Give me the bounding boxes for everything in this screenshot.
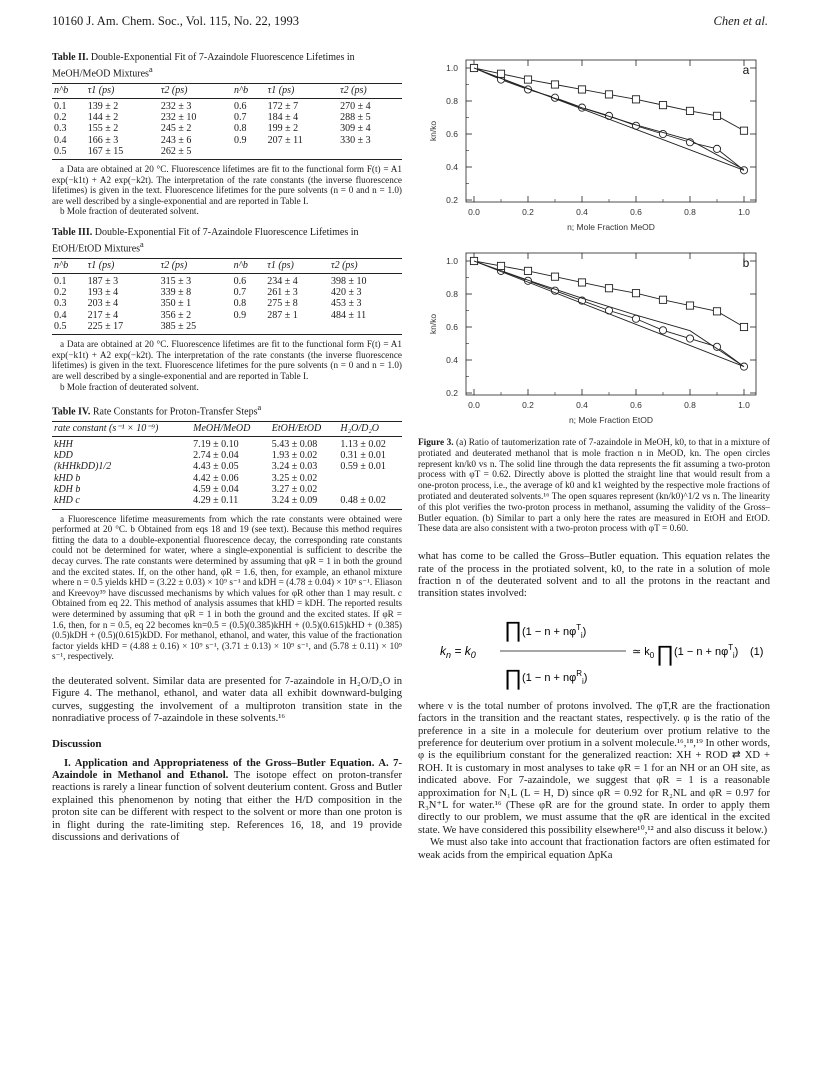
table2-header-1: τ1 (ps) <box>86 84 159 98</box>
data-point-circle <box>659 327 666 334</box>
panel-label: a <box>742 63 750 77</box>
table-cell: 0.8 <box>233 123 247 135</box>
author-running-head: Chen et al. <box>713 14 768 28</box>
y-tick-label: 0.2 <box>446 388 458 398</box>
table-row <box>52 98 402 112</box>
data-point-square <box>605 285 612 292</box>
chart-panel-b <box>418 245 770 427</box>
table-cell: 187 ± 3 <box>87 275 119 287</box>
x-tick-label: 0.0 <box>468 207 480 217</box>
figure3-caption: Figure 3. (a) Ratio of tautomerization rate of 7-azaindole in MeOH, k0, to that in a mixture of protiated and deuterated methanol that is mole fraction n in MeOD, kn. The open circles represent kn/k0 vs n. The solid line through the data represents the fit assuming a two-proton process with φT = 0.62. Directly above is plotted the straight line that would result from a one-proton process, i.e., the average of k0 and k1 weighted by the respective mole fractions of protiated and deuterated solvents.¹⁶ The open squares represent (kn/k0)^1/2 vs n. The linearity of this plot verifies the two-proton process in methanol, assuming the validity of the Gross–Butler equation. (b) Similar to part a only here the rates are measured in EtOH and EtOD. These data are also consistent with a two-proton process with φT = 0.60. <box>418 438 770 535</box>
table-cell <box>265 321 329 335</box>
figure3-panel-b <box>418 245 770 432</box>
data-point-square <box>632 96 639 103</box>
x-tick-label: 0.6 <box>630 207 642 217</box>
table-row <box>52 287 402 298</box>
table-cell: 0.4 <box>54 134 67 146</box>
table-cell: 3.24 ± 0.09 <box>270 495 339 509</box>
table3-footnotes <box>52 339 402 392</box>
table-cell: 0.2 <box>54 287 67 298</box>
table-cell: 288 ± 5 <box>340 111 371 123</box>
table-cell: 261 ± 3 <box>267 287 298 298</box>
table-cell <box>338 473 402 484</box>
x-tick-label: 0.8 <box>684 207 696 217</box>
table-cell: 166 ± 3 <box>87 134 119 146</box>
table2-footnote-b: b Mole fraction of deuterated solvent. <box>60 206 199 217</box>
chart-panel-a <box>418 52 770 234</box>
x-tick-label: 0.2 <box>522 207 534 217</box>
table3-header-4: τ1 (ps) <box>265 259 329 273</box>
data-point-circle <box>686 335 693 342</box>
eq-product-den: ∏ <box>504 664 523 690</box>
right-body-paragraph-1: what has come to be called the Gross–Butler equation. This equation relates the rate of the process in the protiated solvent, k0, to the rate in a solution of mole fraction n of the deuterated solvent and to all the protons in the reactant and transition states involved: <box>418 551 770 600</box>
table-cell: 0.9 <box>233 309 247 321</box>
table-cell: 193 ± 4 <box>87 287 119 298</box>
data-point-square <box>497 262 504 269</box>
svg-text:(1 − n + nφTi): $(1 - n + n\varphi^T_i)$ <box>522 622 587 640</box>
data-point-square <box>740 323 747 330</box>
table-cell: 155 ± 2 <box>87 123 119 135</box>
table-cell: kHD c <box>52 495 191 509</box>
panel-label: b <box>742 256 750 270</box>
table-cell: (kHHkDD)1/2 <box>54 461 112 473</box>
data-point-square <box>659 296 666 303</box>
table-row <box>52 436 402 450</box>
y-tick-label: 1.0 <box>446 256 458 266</box>
table-cell: 0.31 ± 0.01 <box>340 450 386 462</box>
table-row <box>52 298 402 309</box>
table2-footnotes <box>52 164 402 217</box>
table4-header-0: rate constant (s⁻¹ × 10⁻⁹) <box>52 422 191 436</box>
table-row <box>52 484 402 495</box>
table-cell: 245 ± 2 <box>160 123 192 135</box>
table-cell: 167 ± 15 <box>86 146 159 160</box>
x-tick-label: 0.4 <box>576 400 588 410</box>
table2 <box>52 83 402 160</box>
y-tick-label: 0.6 <box>446 322 458 332</box>
table-row <box>52 321 402 335</box>
table-cell: 0.3 <box>54 123 67 135</box>
table-cell: 398 ± 10 <box>330 275 367 287</box>
table-cell: 243 ± 6 <box>160 134 192 146</box>
table-cell: 453 ± 3 <box>330 298 362 310</box>
table-cell: 0.2 <box>54 111 67 123</box>
table-cell: 139 ± 2 <box>87 100 119 112</box>
table2-footnote-a: a Data are obtained at 20 °C. Fluorescence lifetimes are fit to the functional form F(t) = A1 exp(−k1t) + A2 exp(−k2t). The interpretation of the rate constants (the inverse fluorescence lifetimes) is given in the text. Fluorescence lifetimes for the pure solvents (n = 0 and n = 1.0) are well described by a single-exponential and are reported in Table I. <box>52 164 402 206</box>
y-tick-label: 0.4 <box>446 355 458 365</box>
left-column <box>52 52 402 844</box>
table-cell: 1.13 ± 0.02 <box>340 438 386 450</box>
data-point-circle <box>713 145 720 152</box>
table-cell: kHH <box>54 438 73 450</box>
table-cell: 385 ± 25 <box>159 321 232 335</box>
x-axis-label: n; Mole Fraction MeOD <box>567 222 655 232</box>
table-cell: 203 ± 4 <box>87 298 119 310</box>
table-cell: 0.1 <box>54 275 67 287</box>
table-cell: 275 ± 8 <box>267 298 298 310</box>
data-point-circle <box>740 363 747 370</box>
table-cell: 225 ± 17 <box>86 321 159 335</box>
x-tick-label: 0.2 <box>522 400 534 410</box>
table-cell: 270 ± 4 <box>340 100 371 112</box>
subsection-title: I. Application and Appropriateness of the Gross–Butler Equation. A. 7-Azaindole in Methanol and Ethanol. <box>52 757 402 781</box>
left-body-paragraph: the deuterated solvent. Similar data are presented for 7-azaindole in H₂O/D₂O in Figure 4. The methanol, ethanol, and water data all exhibit downward-bulging curves, suggesting the involvement of a multiproton transition state in the nonradiative process of 7-azaindole in these solvents.¹⁶ <box>52 675 402 725</box>
table-cell: 7.19 ± 0.10 <box>193 438 239 450</box>
table3-footnote-a: a Data are obtained at 20 °C. Fluorescence lifetimes are fit to the functional form F(t) = A1 exp(−k1t) + A2 exp(−k2t). The interpretation of the rate constants (the inverse fluorescence lifetimes) is given in the text. Fluorescence lifetimes for the pure solvents (n = 0 and n = 1.0) are well described by a single-exponential and are reported in Table I. <box>52 339 402 381</box>
y-tick-label: 1.0 <box>446 63 458 73</box>
gross-butler-equation <box>418 605 770 697</box>
table-cell: 339 ± 8 <box>160 287 192 298</box>
data-point-square <box>605 91 612 98</box>
table-cell: kDH b <box>54 483 81 495</box>
data-point-square <box>713 112 720 119</box>
x-axis-label: n; Mole Fraction EtOD <box>568 415 654 425</box>
table-cell: 0.1 <box>54 100 67 112</box>
table-cell: 1.93 ± 0.02 <box>271 450 318 462</box>
table-cell: kHD b <box>54 472 81 484</box>
table-cell: 330 ± 3 <box>340 134 371 146</box>
data-point-square <box>524 267 531 274</box>
eq-product-num: ∏ <box>504 616 523 642</box>
table-cell: 232 ± 3 <box>160 100 192 112</box>
equation-number: (1) <box>750 645 764 658</box>
y-tick-label: 0.4 <box>446 162 458 172</box>
table-cell: 0.48 ± 0.02 <box>338 495 402 509</box>
right-body-paragraph-2: where ν is the total number of protons involved. The φT,R are the fractionation factors in the transition and the reactant states, respectively. φ is the ratio of the preference in a site in a molecule for deuterium over protium relative to the preference for deuterium over protium in a solvent molecule.¹⁶,¹⁸,¹⁹ In other words, φ is the equilibrium constant for the generalized reaction: XH + ROD ⇄ XD + ROH. It is customary in most analyses to take φR = 1 for an NH or an OH site, as indicated above. For 7-azaindole, we suggest that φR = 1 is a reasonable approximation for N₁L (L = H, D) since φR = 0.92 for R₂NL and φR = 0.97 for R₃N⁺L for water.¹⁶ (These φR are for the ground state. In order to apply them directly to our problem, we must assume that the φR are identical in the excited state. We have considered this possibility elsewhere¹⁰,¹² and also discuss it below.) <box>418 700 770 836</box>
table-cell: 4.29 ± 0.11 <box>191 495 270 509</box>
table-cell: 207 ± 11 <box>267 134 303 146</box>
table2-header-5: τ2 (ps) <box>338 84 402 98</box>
subsection-paragraph: I. Application and Appropriateness of the Gross–Butler Equation. A. 7-Azaindole in Methanol and Ethanol. The isotope effect on proton-transfer reactions is rarely a linear function of solvent deuterium content. Gross and Butler explained this phenomenon by noting that either the H/D composition in the proton site can be different with respect to the solvent or more than one proton is in flight during the rate-limiting step. References 16, 18, and 19 provide discussions and derivations of <box>52 757 402 843</box>
table-cell: 3.25 ± 0.02 <box>271 472 318 484</box>
table-row <box>52 123 402 134</box>
table-row <box>52 135 402 146</box>
table-cell: 0.6 <box>233 275 247 287</box>
right-column <box>418 52 770 862</box>
data-point-square <box>659 102 666 109</box>
data-point-square <box>632 290 639 297</box>
table2-header-0: n^b <box>52 84 86 98</box>
table3-header-5: τ2 (ps) <box>329 259 402 273</box>
x-tick-label: 1.0 <box>738 207 750 217</box>
table-cell <box>338 146 402 160</box>
y-tick-label: 0.8 <box>446 289 458 299</box>
x-tick-label: 0.0 <box>468 400 480 410</box>
table4 <box>52 421 402 509</box>
table-cell: 3.24 ± 0.03 <box>271 461 318 473</box>
svg-text:(1 − n + nφTi): $(1 - n + n\varphi^T_i)$ <box>674 642 739 660</box>
data-point-square <box>551 273 558 280</box>
table-row <box>52 273 402 287</box>
table-row <box>52 310 402 321</box>
svg-text:∏: ∏ <box>656 640 675 666</box>
x-tick-label: 0.4 <box>576 207 588 217</box>
x-tick-label: 0.6 <box>630 400 642 410</box>
svg-text:(1 − n + nφRi): $(1 - n + n\varphi^R_i)$ <box>522 668 588 686</box>
table-cell: 484 ± 11 <box>330 309 367 321</box>
eq-lhs: $k_n = k_0$ <box>440 643 476 660</box>
table-cell: 0.7 <box>233 111 247 123</box>
table3-header-1: τ1 (ps) <box>86 259 159 273</box>
data-point-square <box>740 127 747 134</box>
table-cell: 0.5 <box>52 321 86 335</box>
table-cell <box>329 321 402 335</box>
table-row <box>52 112 402 123</box>
journal-citation: 10160 J. Am. Chem. Soc., Vol. 115, No. 22, 1993 <box>52 14 300 28</box>
table3-header-3: n^b <box>232 259 266 273</box>
table-cell: 309 ± 4 <box>340 123 371 135</box>
table-cell: 0.8 <box>233 298 247 310</box>
series-line-1 <box>474 261 744 327</box>
series-line-1 <box>474 68 744 131</box>
table-cell: 287 ± 1 <box>267 309 298 321</box>
table-cell: 0.5 <box>52 146 86 160</box>
table-cell: 4.59 ± 0.04 <box>193 483 239 495</box>
table-row <box>52 461 402 472</box>
y-axis-label: kn/ko <box>428 313 438 335</box>
table-cell: 4.43 ± 0.05 <box>193 461 239 473</box>
table-cell <box>338 484 402 495</box>
table-cell: kDD <box>54 450 73 462</box>
y-tick-label: 0.6 <box>446 129 458 139</box>
series-line-2 <box>474 261 744 367</box>
table-cell: 0.59 ± 0.01 <box>340 461 386 473</box>
data-point-square <box>551 81 558 88</box>
table-cell: 4.42 ± 0.06 <box>193 472 239 484</box>
table-cell: 356 ± 2 <box>160 309 192 321</box>
data-point-square <box>497 70 504 77</box>
data-point-square <box>686 302 693 309</box>
table-cell <box>266 146 338 160</box>
table3-header-0: n^b <box>52 259 86 273</box>
table3-caption: Table III. Double-Exponential Fit of 7-Azaindole Fluorescence Lifetimes in EtOH/EtOD Mixtures$^a$ <box>52 227 359 255</box>
table-cell: 2.74 ± 0.04 <box>193 450 239 462</box>
table4-caption: Table IV. Rate Constants for Proton-Transfer Steps$^a$ <box>52 403 262 418</box>
table-cell: 234 ± 4 <box>267 275 298 287</box>
table3-header-2: τ2 (ps) <box>159 259 232 273</box>
y-tick-label: 0.8 <box>446 96 458 106</box>
table-cell: 3.27 ± 0.02 <box>271 483 318 495</box>
table-row <box>52 473 402 484</box>
data-point-square <box>578 279 585 286</box>
table4-header-2: EtOH/EtOD <box>270 422 339 436</box>
table-cell: 199 ± 2 <box>267 123 299 135</box>
data-point-square <box>578 86 585 93</box>
table-cell <box>232 321 266 335</box>
table-cell: 184 ± 4 <box>267 111 299 123</box>
table-cell: 144 ± 2 <box>87 111 119 123</box>
table-cell: 172 ± 7 <box>267 100 299 112</box>
table-cell: 0.7 <box>233 287 247 298</box>
table-cell: 315 ± 3 <box>160 275 192 287</box>
table3 <box>52 258 402 335</box>
y-axis-label: kn/ko <box>428 120 438 142</box>
table-row <box>52 146 402 160</box>
x-tick-label: 0.8 <box>684 400 696 410</box>
y-tick-label: 0.2 <box>446 195 458 205</box>
table-cell: 420 ± 3 <box>330 287 362 298</box>
table2-header-2: τ2 (ps) <box>159 84 232 98</box>
table4-header-3: H₂O/D₂O <box>338 422 402 436</box>
table2-caption: Table II. Double-Exponential Fit of 7-Azaindole Fluorescence Lifetimes in MeOH/MeOD Mixtures$^a$ <box>52 52 355 80</box>
table-cell: 350 ± 1 <box>160 298 192 310</box>
table2-header-4: τ1 (ps) <box>266 84 338 98</box>
right-body-paragraph-3: We must also take into account that fractionation factors are often estimated for weak acids from the empirical equation ΔpKa <box>418 837 770 861</box>
x-tick-label: 1.0 <box>738 400 750 410</box>
section-heading-discussion: Discussion <box>52 737 102 750</box>
table-cell <box>232 146 266 160</box>
running-header <box>52 14 768 32</box>
svg-text:≃ k0: ≃ $k_0$ <box>632 645 655 660</box>
equation-graphic <box>418 605 770 697</box>
table-row <box>52 495 402 509</box>
table-cell: 0.4 <box>54 309 67 321</box>
table-cell: 0.3 <box>54 298 67 310</box>
table-cell: 262 ± 5 <box>159 146 232 160</box>
figure3-panel-a <box>418 52 770 239</box>
table4-header-1: MeOH/MeOD <box>191 422 270 436</box>
table-row <box>52 450 402 461</box>
data-point-square <box>713 308 720 315</box>
table2-header-3: n^b <box>232 84 266 98</box>
table-cell: 232 ± 10 <box>160 111 197 123</box>
table-cell: 0.6 <box>233 100 247 112</box>
table3-footnote-b: b Mole fraction of deuterated solvent. <box>60 381 199 392</box>
table-cell: 217 ± 4 <box>87 309 119 321</box>
data-point-square <box>524 76 531 83</box>
table-cell: 0.9 <box>233 134 247 146</box>
table4-footnote: a Fluorescence lifetime measurements from which the rate constants were obtained were performed at 20 °C. b Obtained from eqs 18 and 19 (see text). Because this method requires fitting the data to a double-exponential fluorescence decay, the corresponding rate constants could not be determined for water, where a single-exponential is sufficient to describe the decay curves. The rate constants were determined by assuming that φR = 1 in both the ground and the excited states. If, on the other hand, φR = 1.6, then, for example, an ethanol mixture where n = 0.5 yields kHD = (3.22 ± 0.03) × 10⁹ s⁻¹ and kDH = (4.78 ± 0.04) × 10⁹ s⁻¹. Eliason and Kreevoy³⁹ have discussed mechanisms by which values for φR other than 1 may result. c Obtained from eq 22. This method of analysis assumes that kHD = kDH. The reported results were determined by assuming that φR = 1 in both the ground and the excited states. If φR = 1.6, then, for n = 0.5, eq 22 becomes kn=0.5 = (0.5)(0.385)kHH + (0.5)(0.615)kHD + (0.385)(0.5)kDH + (0.5)(0.615)kDD. For methanol, ethanol, and water, this value of the fractionation factor yields kHD = (4.88 ± 0.16) × 10⁹ s⁻¹, (3.71 ± 0.13) × 10⁹ s⁻¹, and (5.78 ± 0.11) × 10⁹ s⁻¹, respectively. <box>52 513 402 662</box>
data-point-square <box>686 107 693 114</box>
table-cell: 5.43 ± 0.08 <box>271 438 318 450</box>
